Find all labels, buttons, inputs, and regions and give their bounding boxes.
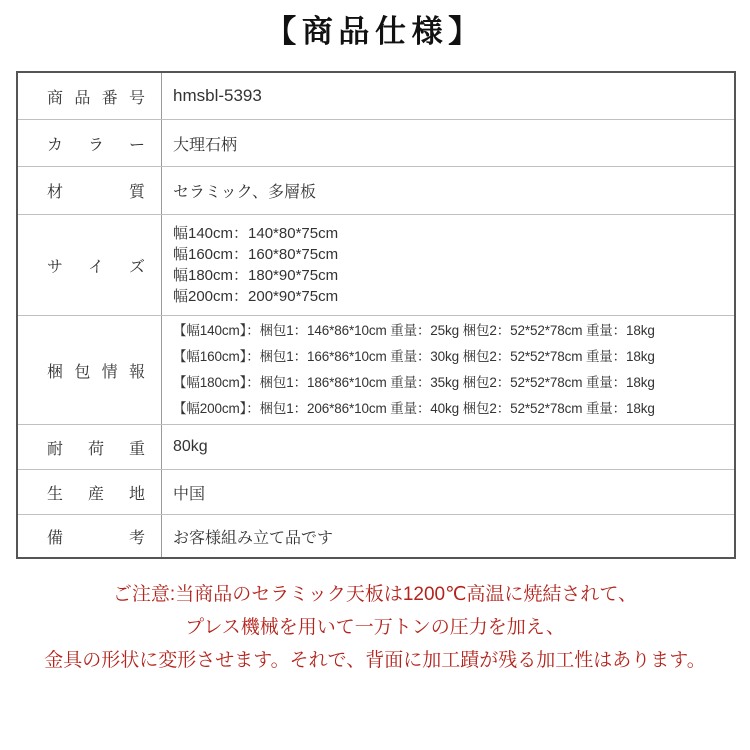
row-value: 中国	[173, 485, 206, 503]
row-label: 耐 荷 重	[47, 440, 145, 458]
size-line: 幅160cm：160*80*75cm	[173, 246, 339, 263]
row-label-cell	[18, 73, 162, 119]
row-value: お客様組み立て品です	[173, 529, 334, 547]
notice-line: ご注意:当商品のセラミック天板は1200℃高温に焼結されて、	[112, 584, 638, 605]
spec-table	[16, 71, 736, 559]
table-row-color	[18, 119, 734, 166]
table-row-origin	[18, 469, 734, 514]
row-value-cell	[162, 316, 734, 424]
table-row-size	[18, 214, 734, 315]
table-row-material	[18, 166, 734, 214]
row-label: 商 品 番 号	[47, 89, 145, 107]
package-line: 【幅200cm】：梱包1：206*86*10cm 重量：40kg 梱包2：52*52*78cm 重量：18kg	[173, 401, 655, 416]
row-label-cell	[18, 120, 162, 166]
row-value-cell	[162, 515, 734, 557]
notice-line: プレス機械を用いて一万トンの圧力を加え、	[185, 617, 565, 638]
row-label-cell	[18, 215, 162, 315]
row-label: 生 産 地	[47, 485, 145, 503]
row-value-cell	[162, 215, 734, 315]
row-value-cell	[162, 167, 734, 214]
size-line: 幅200cm：200*90*75cm	[173, 288, 339, 305]
row-label: 梱 包 情 報	[47, 363, 145, 381]
page-title: 【商品仕様】	[265, 14, 485, 49]
row-value-cell	[162, 425, 734, 469]
row-value: セラミック、多層板	[173, 184, 317, 201]
row-label-cell	[18, 515, 162, 557]
row-label-cell	[18, 316, 162, 424]
row-value-cell	[162, 120, 734, 166]
row-label: 材 質	[47, 184, 145, 201]
notice-line: 金具の形状に変形させます。それで、背面に加工蹟が残る加工性はあります。	[44, 650, 706, 671]
notice-text	[0, 578, 750, 677]
row-value-cell	[162, 470, 734, 514]
row-value: 大理石柄	[173, 136, 238, 154]
package-line: 【幅140cm】：梱包1：146*86*10cm 重量：25kg 梱包2：52*52*78cm 重量：18kg	[173, 323, 655, 338]
row-label-cell	[18, 425, 162, 469]
table-row-package-info	[18, 315, 734, 424]
row-value: 80kg	[173, 438, 208, 455]
table-row-remarks	[18, 514, 734, 557]
row-value: hmsbl-5393	[173, 86, 262, 105]
row-label-cell	[18, 167, 162, 214]
package-line: 【幅180cm】：梱包1：186*86*10cm 重量：35kg 梱包2：52*52*78cm 重量：18kg	[173, 375, 655, 390]
size-line: 幅180cm：180*90*75cm	[173, 267, 339, 284]
row-label: サ イ ズ	[47, 258, 145, 276]
row-value-cell	[162, 73, 734, 119]
row-label: カ ラ ー	[47, 136, 145, 154]
row-label-cell	[18, 470, 162, 514]
table-row-load-capacity	[18, 424, 734, 469]
row-label: 備 考	[47, 529, 145, 547]
size-line: 幅140cm：140*80*75cm	[173, 225, 339, 242]
package-line: 【幅160cm】：梱包1：166*86*10cm 重量：30kg 梱包2：52*52*78cm 重量：18kg	[173, 349, 655, 364]
table-row-product-number	[18, 73, 734, 119]
